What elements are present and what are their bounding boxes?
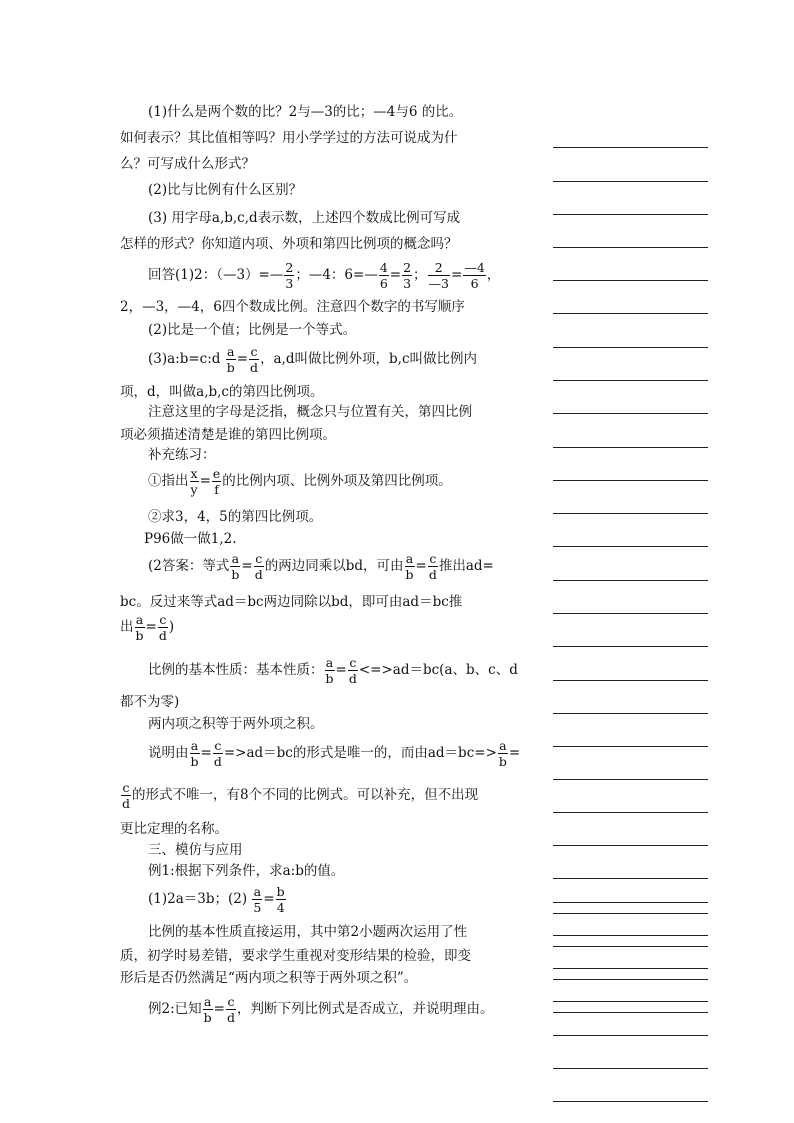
fraction-c-over-d-6: $\frac{c}{d}$ [213,738,222,769]
note-rule [553,680,708,681]
fraction-c-over-d-7: $\frac{c}{d}$ [122,780,131,811]
note-rule [553,513,708,514]
answer-3-line-1: (3)a:b=c:d $\frac{a}{b}$ = $\frac{c}{d}$ ，a,d叫做比例外项，b,c叫做比例内 [148,344,478,375]
property-line-2: 都不为零) [120,694,180,710]
note-rule [553,713,708,714]
note-rule [553,181,708,182]
extra-practice-title: 补充练习： [148,447,216,463]
explanation-line-3: 更比定理的名称。 [120,821,228,837]
answer-1-text-a: 回答(1)2：（—3）=— [148,267,284,283]
explanation-line-2: $\frac{c}{d}$ 的形式不唯一，有8个不同的比例式。可以补充，但不出现 [122,780,479,811]
fraction-c-over-d-4: $\frac{c}{d}$ [158,612,167,643]
fraction-a-over-b-8: $\frac{a}{b}$ [203,994,212,1025]
note-rule [553,447,708,448]
question-1-line-3: 么？可写成什么形式？ [120,156,255,172]
note-rule [553,1001,708,1002]
note-rule [553,812,708,813]
question-3-line-1: (3) 用字母a,b,c,d表示数，上述四个数成比例可写成 [148,210,461,226]
question-1-line-2: 如何表示？其比值相等吗？用小学学过的方法可说成为什 [120,130,458,146]
note-rule [553,280,708,281]
note-rule [553,779,708,780]
note-rule [553,1101,708,1102]
note-rule [553,902,708,903]
fraction-a-over-b-4: $\frac{a}{b}$ [135,612,144,643]
note-line-1: 注意这里的字母是泛指，概念只与位置有关，第四比例 [148,404,472,420]
fraction-a-over-b: $\frac{a}{b}$ [226,344,235,375]
exercise-2: ②求3，4，5的第四比例项。 [148,509,323,525]
fraction-c-over-d: $\frac{c}{d}$ [250,344,259,375]
fraction-a-over-b-5: $\frac{a}{b}$ [325,655,334,686]
answer-p96-line-2: bc。反过来等式ad＝bc两边同除以bd，即可由ad＝bc推 [120,594,463,610]
note-rule [553,413,708,414]
note-rule [553,968,708,969]
note-rule [553,546,708,547]
note-rule [553,913,708,914]
note-line-2: 项必须描述清楚是谁的第四比例项。 [120,427,336,443]
note-rule [553,946,708,947]
note-rule [553,480,708,481]
example-2-line: 例2:已知 $\frac{a}{b}$ = $\frac{c}{d}$ ，判断下列比例式是否成立，并说明理由。 [148,994,494,1025]
explanation-line-1: 说明由 $\frac{a}{b}$ = $\frac{c}{d}$ =>ad＝bc的形式是唯一的，而由ad＝bc=> $\frac{a}{b}$ = [148,738,521,769]
answer-3-line-2: 项，d，叫做a,b,c的第四比例项。 [120,384,324,400]
note-rule [553,247,708,248]
fraction-a-over-b-3: $\frac{a}{b}$ [405,551,414,582]
note-rule [553,147,708,148]
fraction-2-over-3-b: $\frac{2}{3}$ [403,260,412,291]
answer-1-line-1: 回答(1)2：（—3）=— $\frac{2}{3}$ ；—4：6=— $\frac{4}{6}$ = $\frac{2}{3}$ ； $\frac{2}{—3}$ = $\frac{—4}{6}$ ， [148,260,501,291]
property-line-3: 两内项之积等于两外项之积。 [148,716,324,732]
fraction-x-over-y: $\frac{x}{y}$ [190,466,198,497]
note-rule [553,380,708,381]
note-rule [553,746,708,747]
answer-p96-line-3: 出 $\frac{a}{b}$ = $\frac{c}{d}$ ) [120,612,175,643]
fraction-a-over-b-2: $\frac{a}{b}$ [231,551,240,582]
section-3-heading: 三、模仿与应用 [148,842,243,858]
exercise-1: ①指出 $\frac{x}{y}$ = $\frac{e}{f}$ 的比例内项、比例外项及第四比例项。 [148,466,452,497]
property-line-1: 比例的基本性质：基本性质： $\frac{a}{b}$ = $\frac{c}{d}$ <=>ad＝bc(a、b、c、d [148,655,518,686]
answer-2: (2)比是一个值；比例是一个等式。 [148,322,357,338]
fraction-c-over-d-8: $\frac{c}{d}$ [226,994,235,1025]
example-1-note-2: 质，初学时易差错，要求学生重视对变形结果的检验，即变 [120,948,471,964]
answer-1-line-2: 2，—3，—4，6四个数成比例。注意四个数字的书写顺序 [120,299,465,315]
note-rule [553,1012,708,1013]
fraction-c-over-d-3: $\frac{c}{d}$ [428,551,437,582]
fraction-neg4-over-6: $\frac{—4}{6}$ [464,260,485,291]
fraction-e-over-f: $\frac{e}{f}$ [212,466,221,497]
question-2: (2)比与比例有什么区别？ [148,182,303,198]
note-rule [553,1068,708,1069]
note-rule [553,979,708,980]
note-rule [553,845,708,846]
fraction-c-over-d-5: $\frac{c}{d}$ [348,655,357,686]
note-rule [553,214,708,215]
example-1-conditions: (1)2a＝3b；(2) $\frac{a}{5}$ = $\frac{b}{4}$ [148,884,285,915]
question-1-line-1: (1)什么是两个数的比？2与—3的比；—4与6 的比。 [148,104,463,120]
question-3-line-2: 怎样的形式？你知道内项、外项和第四比例项的概念吗？ [120,236,458,252]
note-rule [553,1035,708,1036]
fraction-4-over-6: $\frac{4}{6}$ [379,260,388,291]
fraction-c-over-d-2: $\frac{c}{d}$ [254,551,263,582]
example-1-note-3: 形后是否仍然满足“两内项之积等于两外项之积”。 [120,970,418,986]
note-rule [553,613,708,614]
fraction-a-over-b-7: $\frac{a}{b}$ [498,738,507,769]
note-rule [553,347,708,348]
fraction-a-over-5: $\frac{a}{5}$ [253,884,262,915]
answer-1-text-b: ；—4：6=— [295,267,378,283]
note-rule [553,313,708,314]
example-1-note-1: 比例的基本性质直接运用，其中第2小题两次运用了性 [148,924,468,940]
example-1-title: 例1:根据下列条件，求a:b的值。 [148,863,345,879]
note-rule [553,878,708,879]
fraction-2-over-3: $\frac{2}{3}$ [285,260,294,291]
note-rule [553,646,708,647]
answer-p96-line-1: (2答案：等式 $\frac{a}{b}$ = $\frac{c}{d}$ 的两边同乘以bd，可由 $\frac{a}{b}$ = $\frac{c}{d}$ 推出ad= [148,551,494,582]
fraction-2-over-neg3: $\frac{2}{—3}$ [428,260,449,291]
fraction-a-over-b-6: $\frac{a}{b}$ [190,738,199,769]
note-rule [553,580,708,581]
textbook-exercise-ref: P96做一做1,2. [144,531,237,547]
note-rule [553,935,708,936]
fraction-b-over-4: $\frac{b}{4}$ [276,884,285,915]
